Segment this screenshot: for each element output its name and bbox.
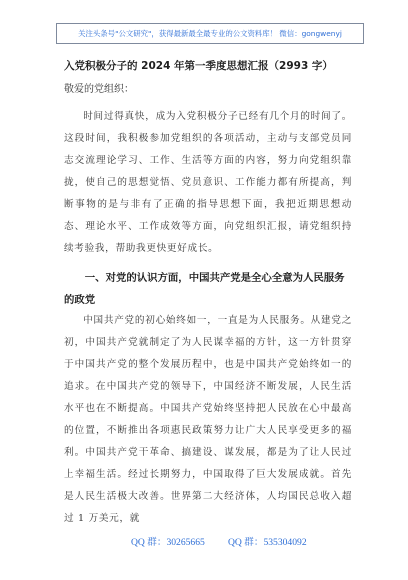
header-banner-text: 关注头条号"公文研究"，获得最新最全最专业的公文资料库！ 微信：gongwenyj	[78, 29, 342, 38]
document-title: 入党积极分子的 2024 年第一季度思想汇报（2993 字）	[64, 60, 333, 72]
section-paragraph: 中国共产党的初心始终如一，一直是为人民服务。从建党之初，中国共产党就制定了为人民谋幸福的方针，这一方针贯穿于中国共产党的整个发展历程中，也是中国共产党始终如一的追求。在中国共产党的领导下，中国经济不断发展，人民生活水平也在不断提高。中国共产党始终坚持把人民放在心中最高的位置，不断推出各项惠民政策努力让广大人民享受更多的福利。中国共产党干革命、搞建设、谋发展，都是为了让人民过上幸福生活。经过长期努力，中国取得了巨大发展成就。首先是人民生活极大改善。世界第二大经济体，人均国民总收入超过 1 万美元，就	[64, 315, 352, 524]
salutation: 敬爱的党组织：	[64, 84, 134, 95]
footer-qq-group-1: QQ 群：30265665	[131, 537, 205, 548]
footer-qq-group-2: QQ 群：535304092	[228, 537, 307, 548]
header-banner	[56, 23, 364, 44]
intro-paragraph: 时间过得真快，成为入党积极分子已经有几个月的时间了。这段时间，我积极参加党组织的各项活动，主动与支部党员同志交流理论学习、工作、生活等方面的内容，努力向党组织靠拢，使自己的思想觉悟、党员意识、工作能力都有所提高，判断事物的是与非有了正确的指导思想下面，我把近期思想动态、理论水平、工作成效等方面，向党组织汇报，请党组织持续考验我，帮助我更快更好成长。	[64, 111, 352, 254]
section-heading: 一、对党的认识方面，中国共产党是全心全意为人民服务的政党	[64, 272, 345, 306]
